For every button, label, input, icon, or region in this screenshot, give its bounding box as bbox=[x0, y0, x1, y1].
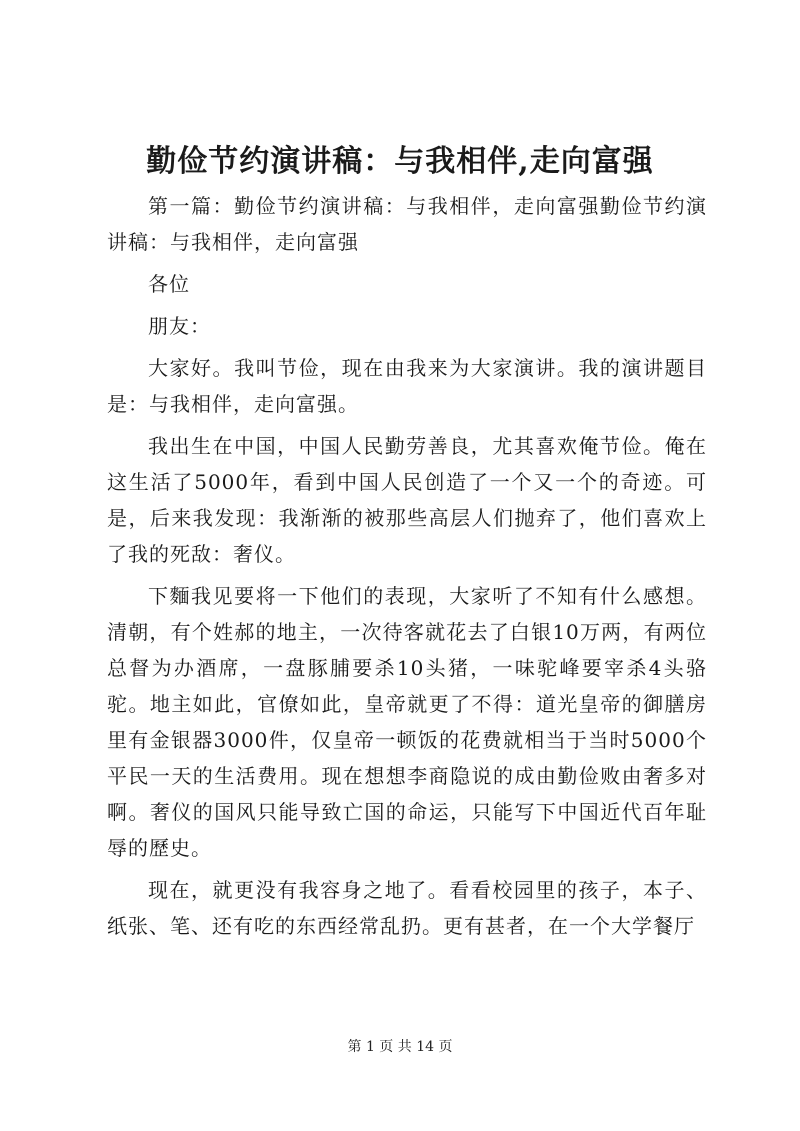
paragraph-intro: 第一篇：勤俭节约演讲稿：与我相伴，走向富强勤俭节约演讲稿：与我相伴，走向富强 bbox=[107, 194, 707, 254]
paragraph-greeting-2: 朋友： bbox=[148, 314, 211, 338]
paragraph-opening: 大家好。我叫节俭，现在由我来为大家演讲。我的演讲题目是：与我相伴，走向富强。 bbox=[107, 356, 707, 416]
paragraph-greeting-1: 各位 bbox=[148, 272, 190, 296]
document-title: 勤俭节约演讲稿：与我相伴,走向富强 bbox=[146, 144, 654, 179]
document-body bbox=[107, 188, 707, 944]
paragraph-history: 我出生在中国，中国人民勤劳善良，尤其喜欢俺节俭。俺在这生活了5000年，看到中国人民创造了一个又一个的奇迹。可是，后来我发现：我渐渐的被那些高层人们抛弃了，他们喜欢上了我的死敌：奢仪。 bbox=[107, 434, 707, 566]
paragraph-present: 现在，就更没有我容身之地了。看看校园里的孩子，本子、纸张、笔、还有吃的东西经常乱扔。更有甚者，在一个大学餐厅 bbox=[107, 878, 707, 938]
paragraph-qing-dynasty: 下麵我见要将一下他们的表现，大家听了不知有什么感想。清朝，有个姓郝的地主，一次待客就花去了白银10万两，有两位总督为办酒席，一盘豚脯要杀10头猪，一味驼峰要宰杀4头骆驼。地主如此，官僚如此，皇帝就更了不得：道光皇帝的御膳房里有金银器3000件，仅皇帝一顿饭的花费就相当于当时5000个平民一天的生活费用。现在想想李商隐说的成由勤俭败由奢多对啊。奢仪的国风只能导致亡国的命运，只能写下中国近代百年耻辱的歷史。 bbox=[107, 584, 707, 860]
page-number-footer: 第 1 页 共 14 页 bbox=[347, 1039, 453, 1055]
